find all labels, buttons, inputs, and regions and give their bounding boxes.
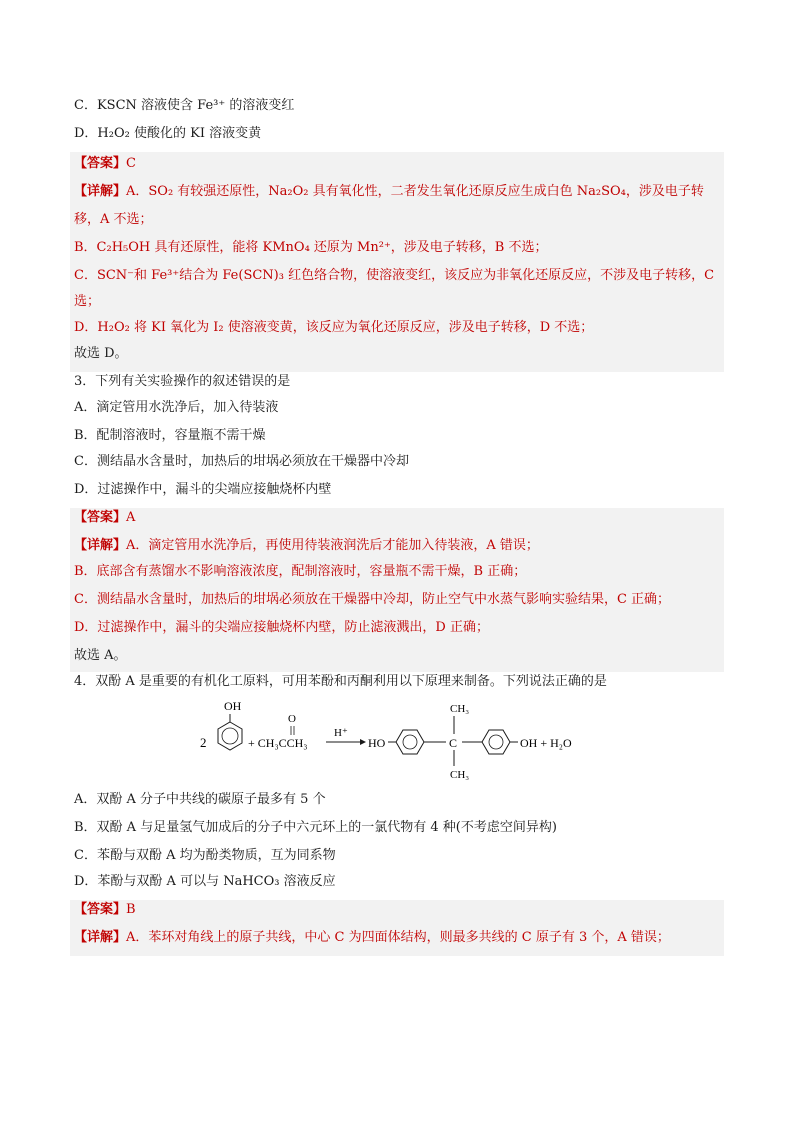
q4-option-d: D．苯酚与双酚 A 可以与 NaHCO₃ 溶液反应 <box>74 874 336 889</box>
q2-answer <box>74 154 136 174</box>
q3-detail-b: B．底部含有蒸馏水不影响溶液浓度，配制溶液时，容量瓶不需干燥，B 正确； <box>74 564 527 579</box>
q2-detail-d: D．H₂O₂ 将 KI 氧化为 I₂ 使溶液变黄，该反应为氧化还原反应，涉及电子转移，D 不选； <box>74 320 594 335</box>
q2-option-c: C．KSCN 溶液使含 Fe³⁺ 的溶液变红 <box>74 98 295 113</box>
answer-value: C <box>126 156 136 171</box>
phenol-ring <box>218 714 242 750</box>
detail-tag: 【详解】 <box>74 538 127 553</box>
answer-value: A <box>126 510 136 525</box>
bpa-ho-label: HO <box>368 736 386 750</box>
q4-option-b: B．双酚 A 与足量氢气加成后的分子中六元环上的一氯代物有 4 种(不考虑空间异构) <box>74 820 557 835</box>
q2-detail-a2: 移，A 不选； <box>74 212 153 227</box>
q4-option-c: C．苯酚与双酚 A 均为酚类物质，互为同系物 <box>74 848 336 863</box>
detail-text: A．滴定管用水洗净后，再使用待装液润洗后才能加入待装液，A 错误； <box>126 538 539 553</box>
q3-answer <box>74 508 135 528</box>
bpa-left-ring <box>388 730 446 754</box>
q2-detail-b: B．C₂H₅OH 具有还原性，能将 KMnO₄ 还原为 Mn²⁺，涉及电子转移，B 不选； <box>74 240 548 255</box>
q2-option-d: D．H₂O₂ 使酸化的 KI 溶液变黄 <box>74 126 262 141</box>
q2-detail-a1 <box>74 182 704 202</box>
phenol-oh-label: OH <box>224 700 242 713</box>
catalyst-label: H⁺ <box>334 727 348 739</box>
answer-tag: 【答案】 <box>74 510 127 525</box>
q4-stem: 4．双酚 A 是重要的有机化工原料，可用苯酚和丙酮利用以下原理来制备。下列说法正确的是 <box>74 674 607 689</box>
bpa-right-ring <box>462 730 518 754</box>
answer-tag: 【答案】 <box>74 156 127 171</box>
product-tail: OH + H₂O <box>520 736 572 750</box>
q2-detail-c1: C．SCN⁻和 Fe³⁺结合为 Fe(SCN)₃ 红色络合物，使溶液变红，该反应为非氧化还原反应，不涉及电子转移，C <box>74 268 715 283</box>
q4-option-a: A．双酚 A 分子中共线的碳原子最多有 5 个 <box>74 792 326 807</box>
ch3-top-label: CH₃ <box>450 703 470 715</box>
reaction-scheme <box>200 700 620 780</box>
detail-tag: 【详解】 <box>74 930 127 945</box>
q2-detail-c2: 选； <box>74 294 101 309</box>
q3-detail-c: C．测结晶水含量时，加热后的坩埚必须放在干燥器中冷却，防止空气中水蒸气影响实验结果，C 正确； <box>74 592 671 607</box>
q3-detail-a <box>74 536 539 556</box>
acetone-oxygen-label: O <box>288 713 296 725</box>
q3-option-a: A．滴定管用水洗净后，加入待装液 <box>74 400 279 415</box>
detail-tag: 【详解】 <box>74 184 127 199</box>
q4-detail-a <box>74 928 670 948</box>
q2-conclusion: 故选 D。 <box>74 346 128 361</box>
q3-detail-d: D．过滤操作中，漏斗的尖端应接触烧杯内壁，防止滤液溅出，D 正确； <box>74 620 489 635</box>
q3-option-d: D．过滤操作中，漏斗的尖端应接触烧杯内壁 <box>74 482 332 497</box>
q3-conclusion: 故选 A。 <box>74 648 127 663</box>
q3-stem: 3．下列有关实验操作的叙述错误的是 <box>74 374 291 389</box>
q3-option-c: C．测结晶水含量时，加热后的坩埚必须放在干燥器中冷却 <box>74 454 409 469</box>
q3-option-b: B．配制溶液时，容量瓶不需干燥 <box>74 428 266 443</box>
answer-value: B <box>126 902 136 917</box>
q4-answer <box>74 900 136 920</box>
reaction-coefficient: 2 <box>200 735 207 750</box>
acetone-formula: + CH₃CCH₃ <box>248 736 308 750</box>
ch3-bottom-label: CH₃ <box>450 769 470 780</box>
answer-tag: 【答案】 <box>74 902 127 917</box>
detail-text: A．SO₂ 有较强还原性，Na₂O₂ 具有氧化性，二者发生氧化还原反应生成白色 Na₂SO₄，涉及电子转 <box>126 184 704 199</box>
center-carbon-label: C <box>449 736 458 750</box>
detail-text: A．苯环对角线上的原子共线，中心 C 为四面体结构，则最多共线的 C 原子有 3 个，A 错误； <box>126 930 670 945</box>
